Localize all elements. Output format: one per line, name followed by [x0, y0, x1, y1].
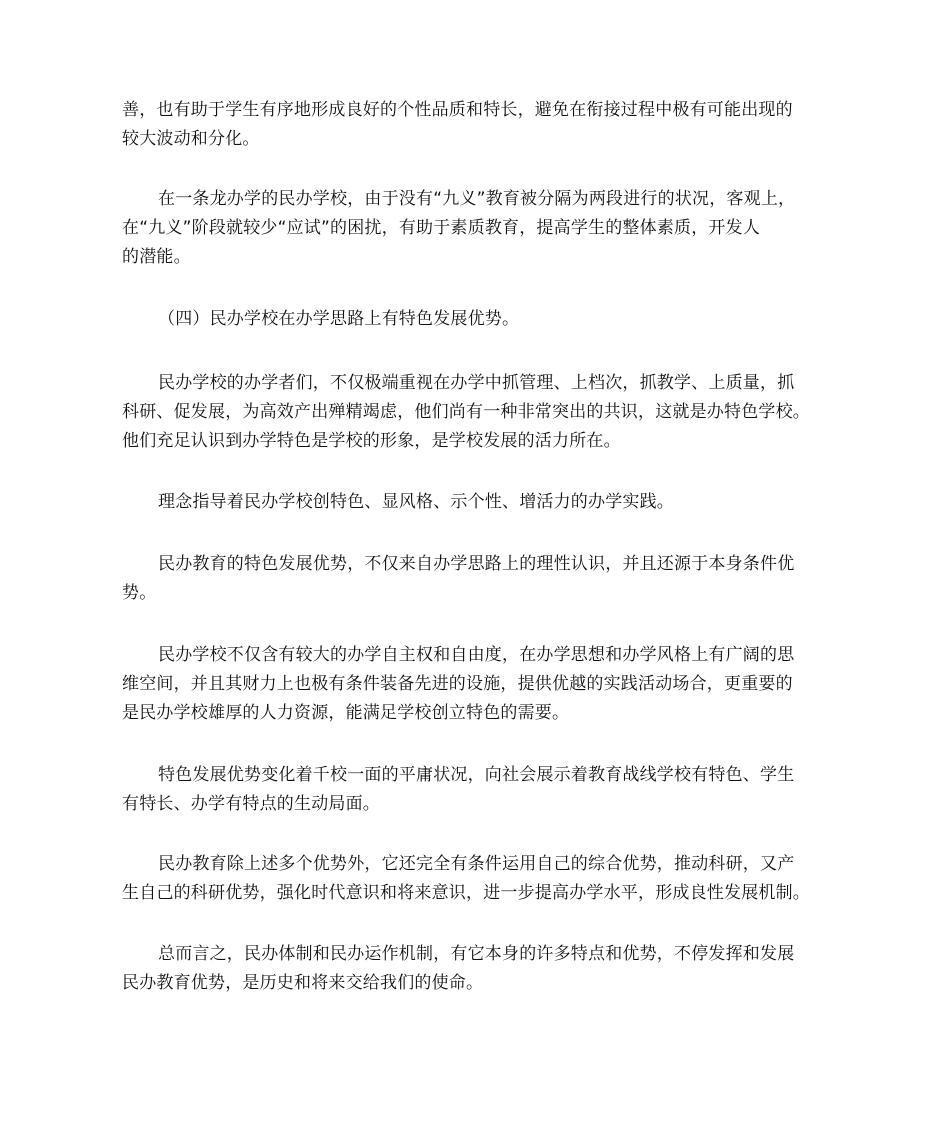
text-line: 势。	[122, 583, 157, 603]
paragraph-one-dragon-school	[122, 185, 834, 272]
text-line: 在“九义”阶段就较少“应试”的困扰，有助于素质教育，提高学生的整体素质，开发人	[122, 218, 761, 238]
text-line: 民办学校不仅含有较大的办学自主权和自由度，在办学思想和办学风格上有广阔的思	[158, 645, 795, 665]
text-line: 较大波动和分化。	[122, 129, 260, 149]
text-line: 民办教育除上述多个优势外，它还完全有条件运用自己的综合优势，推动科研，又产	[158, 854, 795, 874]
paragraph-change-mediocrity	[122, 761, 834, 819]
paragraph-conclusion	[122, 940, 834, 998]
text-line: 特色发展优势变化着千校一面的平庸状况，向社会展示着教育战线学校有特色、学生	[158, 765, 795, 785]
text-line: 民办学校的办学者们，不仅极端重视在办学中抓管理、上档次，抓教学、上质量，抓	[158, 373, 795, 393]
text-line: 科研、促发展，为高效产出殚精竭虑，他们尚有一种非常突出的共识，这就是办特色学校。	[122, 402, 810, 422]
text-line: 理念指导着民办学校创特色、显风格、示个性、增活力的办学实践。	[158, 492, 674, 512]
paragraph-research-advantage	[122, 850, 834, 908]
text-line: 总而言之，民办体制和民办运作机制，有它本身的许多特点和优势，不停发挥和发展	[158, 944, 795, 964]
text-line: 维空间，并且其财力上也极有条件装备先进的设施，提供优越的实践活动场合，更重要的	[122, 674, 793, 694]
text-line: 是民办学校雄厚的人力资源，能满足学校创立特色的需要。	[122, 703, 570, 723]
text-line: （四）民办学校在办学思路上有特色发展优势。	[158, 309, 520, 329]
section-heading-four	[122, 305, 834, 334]
text-line: 民办教育优势，是历史和将来交给我们的使命。	[122, 973, 484, 993]
paragraph-autonomy	[122, 641, 834, 728]
text-line: 的潜能。	[122, 247, 191, 267]
text-line: 生自己的科研优势，强化时代意识和将来意识，进一步提高办学水平，形成良性发展机制。	[122, 883, 810, 903]
text-line: 有特长、办学有特点的生动局面。	[122, 794, 380, 814]
text-line: 民办教育的特色发展优势，不仅来自办学思路上的理性认识，并且还源于本身条件优	[158, 554, 795, 574]
text-line: 善，也有助于学生有序地形成良好的个性品质和特长，避免在衔接过程中极有可能出现的	[122, 100, 793, 120]
paragraph-philosophy	[122, 488, 834, 517]
paragraph-continuation	[122, 96, 834, 154]
paragraph-feature-advantage	[122, 550, 834, 608]
text-line: 在一条龙办学的民办学校，由于没有“九义”教育被分隔为两段进行的状况，客观上，	[158, 189, 796, 209]
text-line: 他们充足认识到办学特色是学校的形象，是学校发展的活力所在。	[122, 431, 621, 451]
paragraph-school-leaders	[122, 369, 834, 456]
